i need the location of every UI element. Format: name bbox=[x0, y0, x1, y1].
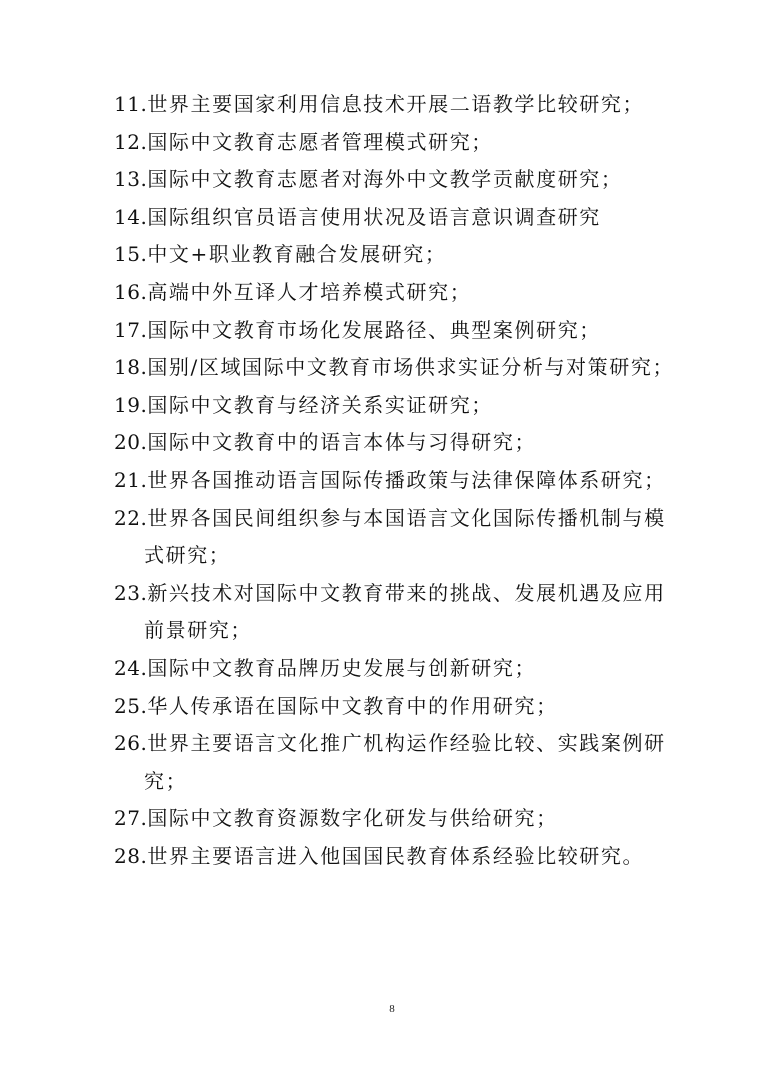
list-item-number: 27. bbox=[114, 806, 148, 831]
list-item bbox=[114, 236, 684, 274]
list-item bbox=[114, 650, 684, 688]
list-item-number: 15. bbox=[114, 242, 148, 267]
list-item-number: 12. bbox=[114, 129, 148, 154]
list-item-number: 18. bbox=[114, 355, 148, 380]
list-item-number: 23. bbox=[114, 580, 148, 605]
list-item-text: 国际中文教育品牌历史发展与创新研究； bbox=[147, 655, 537, 680]
list-item-text: 高端中外互译人才培养模式研究； bbox=[147, 279, 472, 304]
list-item-number: 14. bbox=[114, 204, 148, 229]
list-item-text: 国际中文教育志愿者管理模式研究； bbox=[147, 129, 493, 154]
list-item-continuation bbox=[114, 537, 684, 575]
list-item bbox=[114, 462, 684, 500]
list-item bbox=[114, 500, 684, 538]
page-number: 8 bbox=[389, 1003, 395, 1015]
list-item-continuation bbox=[114, 763, 684, 801]
list-item bbox=[114, 424, 684, 462]
list-item bbox=[114, 838, 684, 876]
list-item bbox=[114, 312, 684, 350]
list-item-text: 新兴技术对国际中文教育带来的挑战、发展机遇及应用 bbox=[147, 580, 666, 605]
list-item-number: 25. bbox=[114, 693, 148, 718]
list-item bbox=[114, 274, 684, 312]
list-item-text: 世界主要语言进入他国国民教育体系经验比较研究。 bbox=[147, 843, 645, 868]
list-item-number: 11. bbox=[114, 92, 148, 116]
list-item-text: 前景研究； bbox=[144, 618, 252, 643]
list-item bbox=[114, 161, 684, 199]
list-item-number: 20. bbox=[114, 430, 148, 455]
list-item bbox=[114, 124, 684, 162]
list-item-number: 28. bbox=[114, 843, 148, 868]
list-item-text: 世界各国推动语言国际传播政策与法律保障体系研究； bbox=[147, 467, 666, 492]
list-item-text: 国别/区域国际中文教育市场供求实证分析与对策研究； bbox=[147, 355, 675, 380]
list-item-number: 21. bbox=[114, 467, 148, 492]
list-item-text: 国际中文教育志愿者对海外中文教学贡献度研究； bbox=[147, 167, 623, 192]
list-item bbox=[114, 86, 684, 124]
list-item-text: 世界各国民间组织参与本国语言文化国际传播机制与模 bbox=[147, 505, 666, 530]
list-item bbox=[114, 387, 684, 425]
list-item-text: 式研究； bbox=[144, 543, 231, 568]
list-item-text: 国际中文教育与经济关系实证研究； bbox=[147, 392, 493, 417]
list-item-number: 26. bbox=[114, 731, 148, 756]
list-item-text: 国际中文教育市场化发展路径、典型案例研究； bbox=[147, 317, 601, 342]
list-item-number: 24. bbox=[114, 655, 148, 680]
research-topic-list bbox=[114, 86, 684, 875]
list-item-number: 22. bbox=[114, 505, 148, 530]
list-item-text: 国际中文教育中的语言本体与习得研究； bbox=[147, 430, 537, 455]
list-item-text: 华人传承语在国际中文教育中的作用研究； bbox=[147, 693, 558, 718]
list-item-continuation bbox=[114, 612, 684, 650]
list-item bbox=[114, 800, 684, 838]
list-item bbox=[114, 725, 684, 763]
list-item-number: 19. bbox=[114, 392, 148, 417]
list-item bbox=[114, 349, 684, 387]
list-item-text: 究； bbox=[144, 768, 188, 793]
list-item bbox=[114, 199, 684, 237]
list-item bbox=[114, 575, 684, 613]
list-item-number: 16. bbox=[114, 279, 148, 304]
list-item-text: 中文+职业教育融合发展研究； bbox=[147, 242, 447, 267]
list-item-number: 13. bbox=[114, 167, 148, 192]
list-item-number: 17. bbox=[114, 317, 148, 342]
list-item-text: 世界主要国家利用信息技术开展二语教学比较研究； bbox=[147, 92, 645, 116]
list-item-text: 国际组织官员语言使用状况及语言意识调查研究 bbox=[147, 204, 601, 229]
list-item-text: 世界主要语言文化推广机构运作经验比较、实践案例研 bbox=[147, 731, 666, 756]
list-item-text: 国际中文教育资源数字化研发与供给研究； bbox=[147, 806, 558, 831]
list-item bbox=[114, 688, 684, 726]
